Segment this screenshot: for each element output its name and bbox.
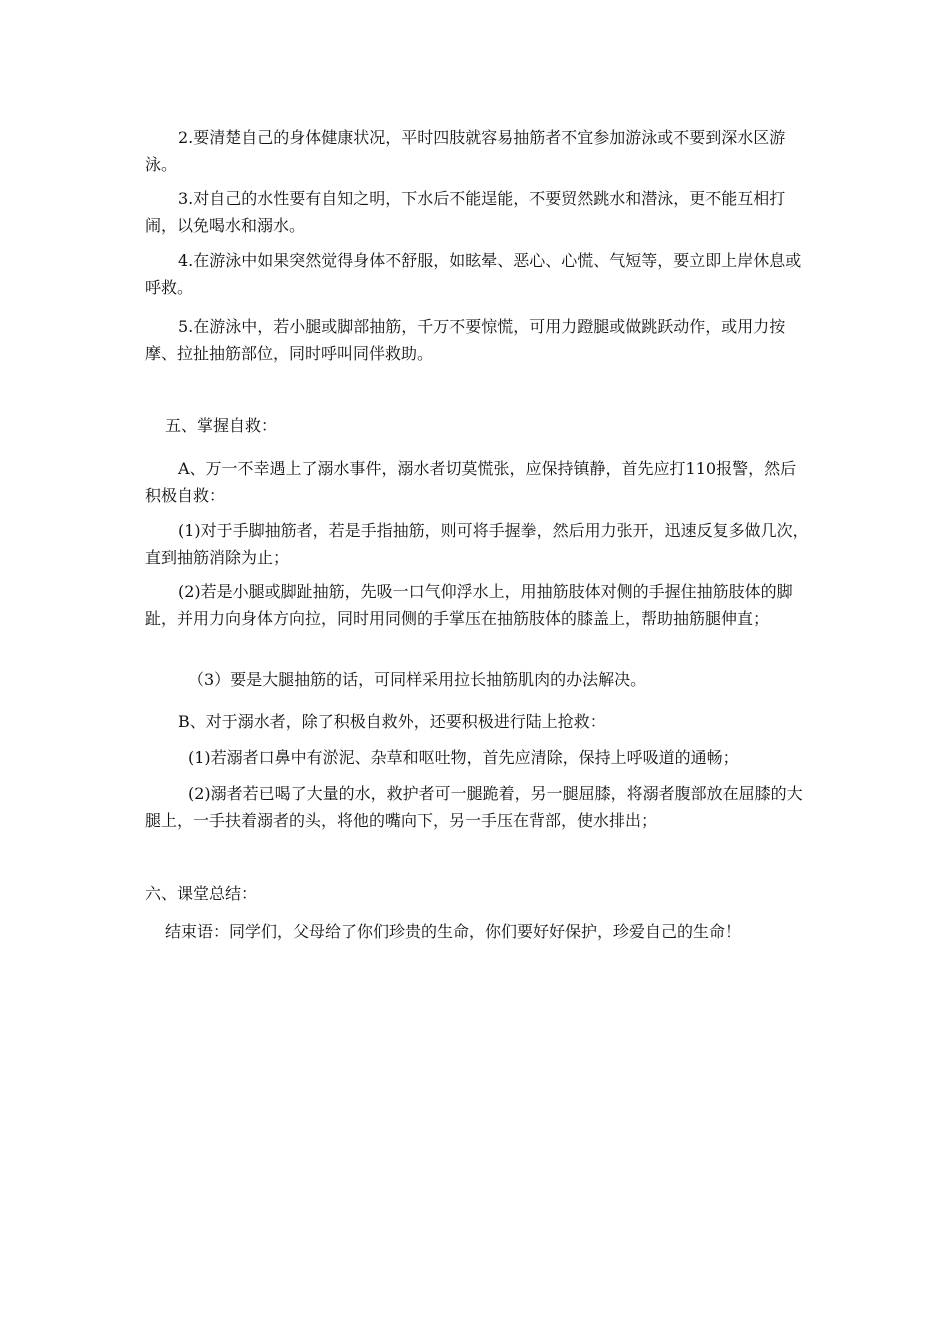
section5-b-item-2: (2)溺者若已喝了大量的水，救护者可一腿跪着，另一腿屈膝，将溺者腹部放在屈膝的大腿上，一手扶着溺者的头，将他的嘴向下，另一手压在背部，使水排出；: [145, 784, 803, 830]
tip-4: 4.在游泳中如果突然觉得身体不舒服，如眩晕、恶心、心慌、气短等，要立即上岸休息或呼救。: [145, 251, 802, 297]
section5-part-a: A、万一不幸遇上了溺水事件，溺水者切莫慌张，应保持镇静，首先应打110报警，然后积极自救：: [145, 459, 797, 505]
section5-a-item-2: (2)若是小腿或脚趾抽筋，先吸一口气仰浮水上，用抽筋肢体对侧的手握住抽筋肢体的脚趾，并用力向身体方向拉，同时用同侧的手掌压在抽筋肢体的膝盖上，帮助抽筋腿伸直；: [145, 582, 793, 628]
section5-heading: 五、掌握自救：: [165, 416, 278, 435]
tip-5: 5.在游泳中，若小腿或脚部抽筋，千万不要惊慌，可用力蹬腿或做跳跃动作，或用力按摩、拉扯抽筋部位，同时呼叫同伴救助。: [145, 317, 786, 363]
section5-a-item-1: (1)对于手脚抽筋者，若是手指抽筋，则可将手握拳，然后用力张开，迅速反复多做几次，直到抽筋消除为止；: [145, 521, 809, 567]
section5-b-item-1: (1)若溺者口鼻中有淤泥、杂草和呕吐物，首先应清除，保持上呼吸道的通畅；: [188, 748, 739, 767]
section6-heading: 六、课堂总结：: [145, 884, 258, 903]
section5-part-b: B、对于溺水者，除了积极自救外，还要积极进行陆上抢救：: [178, 712, 606, 731]
tip-3: 3.对自己的水性要有自知之明，下水后不能逞能，不要贸然跳水和潜泳，更不能互相打闹，以免喝水和溺水。: [145, 189, 786, 235]
section5-a-item-3: （3）要是大腿抽筋的话，可同样采用拉长抽筋肌肉的办法解决。: [188, 670, 647, 689]
tip-2: 2.要清楚自己的身体健康状况，平时四肢就容易抽筋者不宜参加游泳或不要到深水区游泳。: [145, 128, 786, 174]
closing-remark: 结束语：同学们，父母给了你们珍贵的生命，你们要好好保护，珍爱自己的生命！: [165, 922, 742, 941]
